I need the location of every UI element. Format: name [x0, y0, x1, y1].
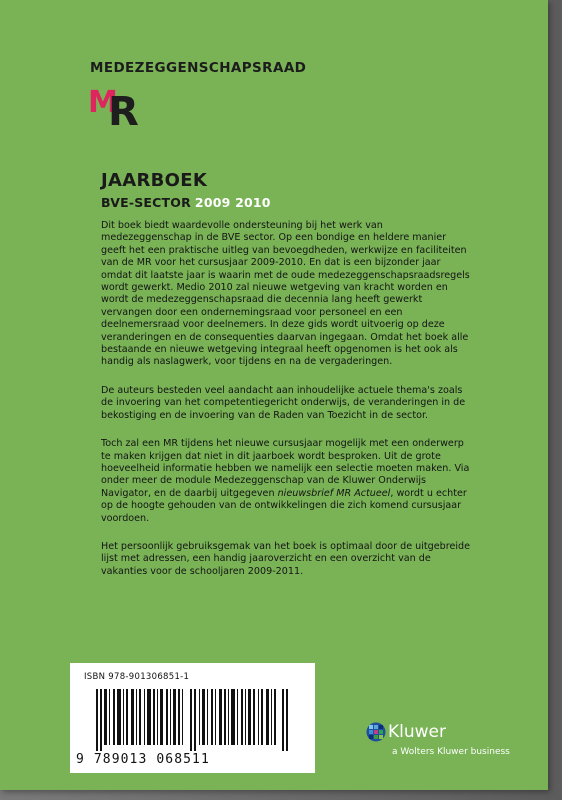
kluwer-globe-icon: [366, 722, 386, 742]
newsletter-title: nieuwsbrief MR Actueel: [277, 487, 391, 499]
mr-logo-r: R: [108, 89, 139, 135]
series-title: MEDEZEGGENSCHAPSRAAD: [90, 60, 307, 76]
mr-logo: [88, 85, 168, 135]
book-title: JAARBOEK: [101, 170, 208, 191]
blurb-paragraph-3: [101, 438, 473, 525]
publisher-name: Kluwer: [388, 722, 446, 742]
barcode-digits: 9 789013 068511: [76, 752, 210, 767]
blurb-paragraph-4: Het persoonlijk gebruiksgemak van het boek is optimaal door de uitgebreide lijst met adressen, een handig jaaroverzicht en een overzicht van de vakanties voor de schooljaren 2009-2011.: [101, 540, 471, 577]
blurb-p3-before: Toch zal een MR tijdens het nieuwe cursusjaar mogelijk met een onderwerp te maken krijgen dat niet in dit jaarboek wordt besproken. Uit de grote hoeveelheid informatie hebben we namelijk een selectie moeten maken. Via onder meer de module Medezeggenschap van de Kluwer Onderwijs Navigator, en de daarbij uitgegeven: [101, 438, 470, 499]
blurb-p3-after: , wordt u echter op de hoogte gehouden van de ontwikkelingen die zich komend cursusjaar voordoen.: [101, 487, 467, 524]
isbn-text: ISBN 978-901306851-1: [84, 672, 190, 682]
blurb-paragraph-2: De auteurs besteden veel aandacht aan inhoudelijke actuele thema's zoals de invoering van het competentiegericht onderwijs, de veranderingen in de bekostiging en de invoering van de Raden van Toezicht in de sector.: [101, 384, 466, 421]
publisher-tagline: a Wolters Kluwer business: [392, 747, 510, 757]
blurb-paragraph-1: Dit boek biedt waardevolle ondersteuning bij het werk van medezeggenschap in de BVE sector. Op een bondige en heldere manier geeft het een praktische uitleg van bevoegdheden, werkwijze en faciliteiten van de MR voor het cursusjaar 2009-2010. En dat is een bijzonder jaar omdat dit laatste jaar is waarin met de oude medezeggenschapsraadsregels wordt gewerkt. Medio 2010 zal nieuwe wetgeving van kracht worden en wordt de medezeggenschapsraad die decennia lang heeft gewerkt vervangen door een ondernemingsraad voor personeel en een deelnemersraad voor deelnemers. In deze gids wordt uitvoerig op deze veranderingen en de consequenties daarvan ingegaan. Omdat het boek alle bestaande en nieuwe wetgeving integraal heeft opgenomen is het ook als handig als naslagwerk, voor tijdens en na de vergaderingen.: [101, 220, 470, 368]
subtitle-sector: BVE-SECTOR: [101, 195, 191, 210]
barcode-label: [70, 663, 315, 773]
mr-logo-m: M: [88, 85, 117, 120]
blurb: [101, 220, 473, 594]
book-subtitle: [101, 195, 271, 210]
subtitle-years: 2009 2010: [194, 195, 271, 210]
barcode-bars: [96, 689, 292, 751]
